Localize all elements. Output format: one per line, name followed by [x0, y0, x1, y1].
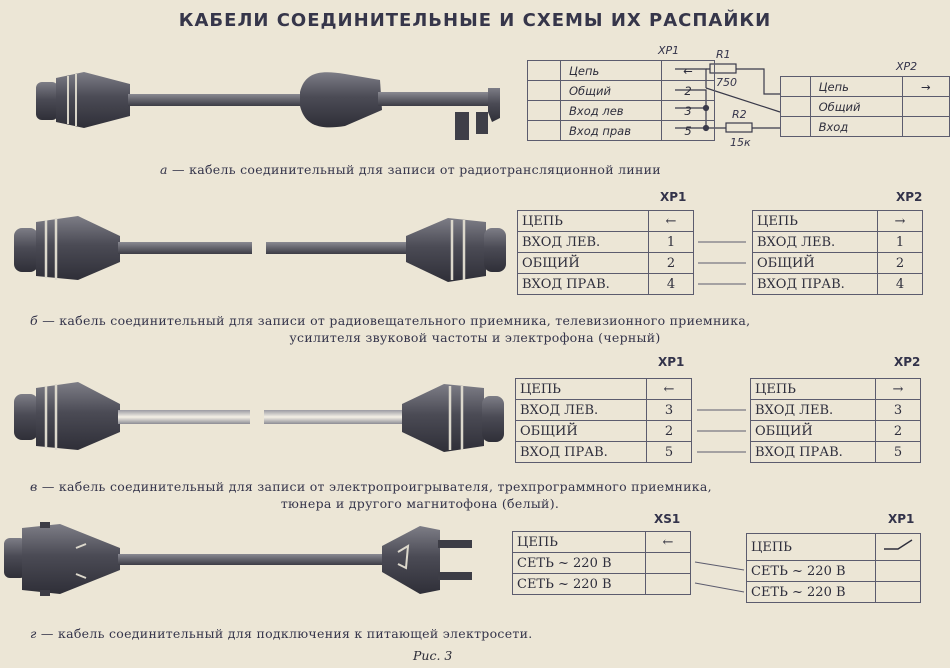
cell-pin: ←	[647, 379, 692, 400]
cable-v-drawing	[14, 382, 504, 452]
caption-g	[30, 626, 533, 641]
cell-name: Цепь	[561, 61, 662, 81]
caption-v-line2: тюнера и другого магнитофона (белый).	[280, 496, 560, 511]
cell-pin	[646, 574, 691, 595]
cell-pin: 2	[649, 253, 694, 274]
caption-a-text: — кабель соединительный для записи от радиотрансляционной линии	[172, 162, 661, 177]
caption-v-text: — кабель соединительный для записи от электропроигрывателя, трехпрограммного приемника,	[41, 479, 712, 494]
table-row	[518, 253, 694, 274]
cell-name: ОБЩИЙ	[751, 421, 876, 442]
caption-a	[160, 162, 661, 177]
cell-pin: 3	[876, 400, 921, 421]
cell-pin: 1	[649, 232, 694, 253]
cell-name: СЕТЬ ~ 220 В	[747, 561, 876, 582]
cell-name: ВХОД ЛЕВ.	[753, 232, 878, 253]
r2-label: R2	[732, 108, 747, 121]
r2-value: 15к	[730, 136, 751, 149]
caption-b-letter: б	[30, 313, 38, 328]
r1-value: 750	[716, 76, 737, 89]
figure-label: Рис. 3	[413, 648, 453, 663]
xp1-g-label: ХР1	[888, 512, 915, 526]
cell-name: ВХОД ПРАВ.	[753, 274, 878, 295]
cell-name: ОБЩИЙ	[516, 421, 647, 442]
table-row	[751, 400, 921, 421]
cell-name: ОБЩИЙ	[518, 253, 649, 274]
cell-pin	[646, 553, 691, 574]
table-row	[528, 81, 715, 101]
cell-pin: ←	[662, 61, 715, 81]
table-row	[516, 421, 692, 442]
cell-pin: 3	[647, 400, 692, 421]
cell-name: СЕТЬ ~ 220 В	[513, 574, 646, 595]
table-row	[753, 232, 923, 253]
caption-b-line1	[30, 313, 750, 328]
cell-name: ВХОД ЛЕВ.	[751, 400, 876, 421]
table-row	[747, 582, 921, 603]
cell-pin: 3	[662, 101, 715, 121]
cell-name: ОБЩИЙ	[753, 253, 878, 274]
table-row	[753, 253, 923, 274]
table-row	[751, 421, 921, 442]
connector-lines	[695, 242, 746, 592]
xp1-a-label: ХР1	[658, 44, 680, 57]
caption-g-letter: г	[30, 626, 37, 641]
table-row	[516, 442, 692, 463]
table-b-xp2	[752, 210, 923, 295]
table-row	[518, 211, 694, 232]
cell-name: ВХОД ЛЕВ.	[516, 400, 647, 421]
table-a-xp2	[780, 76, 950, 137]
table-row	[753, 211, 923, 232]
cell-pin: 4	[878, 274, 923, 295]
cell-pin: 1	[878, 232, 923, 253]
cell-name: ВХОД ПРАВ.	[518, 274, 649, 295]
table-v-xp2	[750, 378, 921, 463]
cell-pin: →	[878, 211, 923, 232]
table-row	[753, 274, 923, 295]
table-g-xs1	[512, 531, 691, 595]
xp1-b-label: ХР1	[660, 190, 687, 204]
cell-pin: 5	[876, 442, 921, 463]
cell-pin	[876, 582, 921, 603]
table-row	[516, 379, 692, 400]
table-row	[528, 121, 715, 141]
table-row	[518, 274, 694, 295]
table-row	[781, 97, 950, 117]
xp2-v-label: ХР2	[894, 355, 921, 369]
xp2-b-label: ХР2	[896, 190, 923, 204]
cell-pin: →	[876, 379, 921, 400]
table-row	[747, 561, 921, 582]
table-row	[513, 532, 691, 553]
caption-b-text: — кабель соединительный для записи от радиовещательного приемника, телевизионного приемника,	[42, 313, 751, 328]
cell-pin: 2	[662, 81, 715, 101]
cell-pin	[902, 97, 949, 117]
cell-pin: →	[902, 77, 949, 97]
table-row	[747, 534, 921, 561]
cell-name: ЦЕПЬ	[513, 532, 646, 553]
cell-name: Вход	[810, 117, 902, 137]
cell-pin: 2	[647, 421, 692, 442]
table-row	[513, 553, 691, 574]
table-a-xp1	[527, 60, 715, 141]
xp2-a-label: ХР2	[896, 60, 918, 73]
r1-label: R1	[716, 48, 731, 61]
cell-pin: 5	[662, 121, 715, 141]
switch-icon	[876, 534, 921, 561]
cell-name: Общий	[810, 97, 902, 117]
cell-name: ВХОД ПРАВ.	[516, 442, 647, 463]
table-row	[751, 442, 921, 463]
xs1-g-label: XS1	[654, 512, 681, 526]
cell-pin: 2	[876, 421, 921, 442]
table-row	[516, 400, 692, 421]
table-v-xp1	[515, 378, 692, 463]
table-row	[528, 61, 715, 81]
cell-name: ЦЕПЬ	[516, 379, 647, 400]
cell-name: ВХОД ПРАВ.	[751, 442, 876, 463]
cell-name: ЦЕПЬ	[751, 379, 876, 400]
table-row	[781, 77, 950, 97]
cell-name: ВХОД ЛЕВ.	[518, 232, 649, 253]
cell-name: ЦЕПЬ	[747, 534, 876, 561]
caption-v-line1	[30, 479, 712, 494]
caption-g-text: — кабель соединительный для подключения к питающей электросети.	[40, 626, 533, 641]
cell-name: Вход прав	[561, 121, 662, 141]
table-row	[513, 574, 691, 595]
caption-a-letter: а	[160, 162, 168, 177]
cable-g-drawing	[4, 522, 472, 596]
table-row	[781, 117, 950, 137]
cell-pin: ←	[646, 532, 691, 553]
cable-a-drawing	[36, 72, 500, 140]
caption-b-line2: усилителя звуковой частоты и электрофона (черный)	[289, 330, 661, 345]
table-row	[528, 101, 715, 121]
cell-pin	[876, 561, 921, 582]
table-g-xp1	[746, 533, 921, 603]
table-row	[518, 232, 694, 253]
xp1-v-label: ХР1	[658, 355, 685, 369]
cell-name: Общий	[561, 81, 662, 101]
cell-name: Вход лев	[561, 101, 662, 121]
cell-pin: 5	[647, 442, 692, 463]
cell-name: Цепь	[810, 77, 902, 97]
cell-pin: 2	[878, 253, 923, 274]
cell-name: СЕТЬ ~ 220 В	[513, 553, 646, 574]
cell-pin: ←	[649, 211, 694, 232]
table-b-xp1	[517, 210, 694, 295]
cable-b-drawing	[14, 216, 506, 282]
cell-name: СЕТЬ ~ 220 В	[747, 582, 876, 603]
cell-name: ЦЕПЬ	[518, 211, 649, 232]
page-title: КАБЕЛИ СОЕДИНИТЕЛЬНЫЕ И СХЕМЫ ИХ РАСПАЙКИ	[178, 10, 772, 31]
cell-pin	[902, 117, 949, 137]
cell-name: ЦЕПЬ	[753, 211, 878, 232]
cell-pin: 4	[649, 274, 694, 295]
caption-v-letter: в	[30, 479, 38, 494]
table-row	[751, 379, 921, 400]
